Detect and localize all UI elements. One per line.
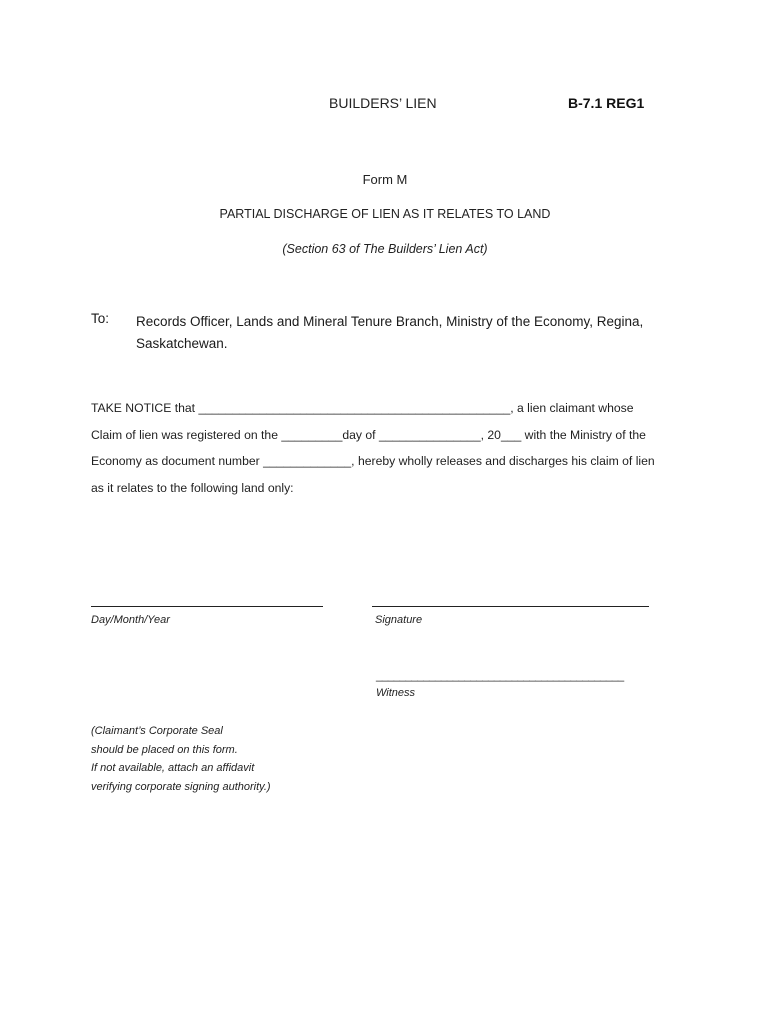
notice-line-2: Claim of lien was registered on the _________day of _______________, 20___ with the Ministry of the (91, 428, 646, 442)
document-title: BUILDERS’ LIEN (329, 95, 437, 111)
date-label: Day/Month/Year (91, 614, 170, 626)
date-signature-line (91, 606, 323, 607)
form-label: Form M (362, 172, 408, 187)
seal-note-line-2: should be placed on this form. (91, 743, 238, 756)
recipient-prefix: To: (91, 311, 110, 326)
notice-line-3: Economy as document number _____________, hereby wholly releases and discharges his claim of lien (91, 454, 655, 468)
form-heading: PARTIAL DISCHARGE OF LIEN AS IT RELATES TO LAND (219, 207, 551, 221)
corporate-seal-note (91, 722, 271, 796)
signature-line (372, 606, 649, 607)
notice-line-1: TAKE NOTICE that ______________________________________________, a lien claimant whose (91, 401, 634, 415)
witness-label: Witness (376, 687, 416, 699)
witness-line: __________________________________________ (376, 670, 624, 682)
seal-note-line-4: verifying corporate signing authority.) (91, 780, 271, 793)
regulation-code: B-7.1 REG1 (568, 95, 645, 111)
form-section-reference: (Section 63 of The Builders’ Lien Act) (282, 242, 488, 256)
recipient-text: Records Officer, Lands and Mineral Tenure Branch, Ministry of the Economy, Regina, Saskatchewan. (136, 314, 644, 351)
seal-note-line-1: (Claimant’s Corporate Seal (91, 725, 223, 737)
seal-note-line-3: If not available, attach an affidavit (91, 762, 255, 774)
signature-label: Signature (375, 614, 423, 626)
notice-line-4: as it relates to the following land only: (91, 481, 294, 495)
